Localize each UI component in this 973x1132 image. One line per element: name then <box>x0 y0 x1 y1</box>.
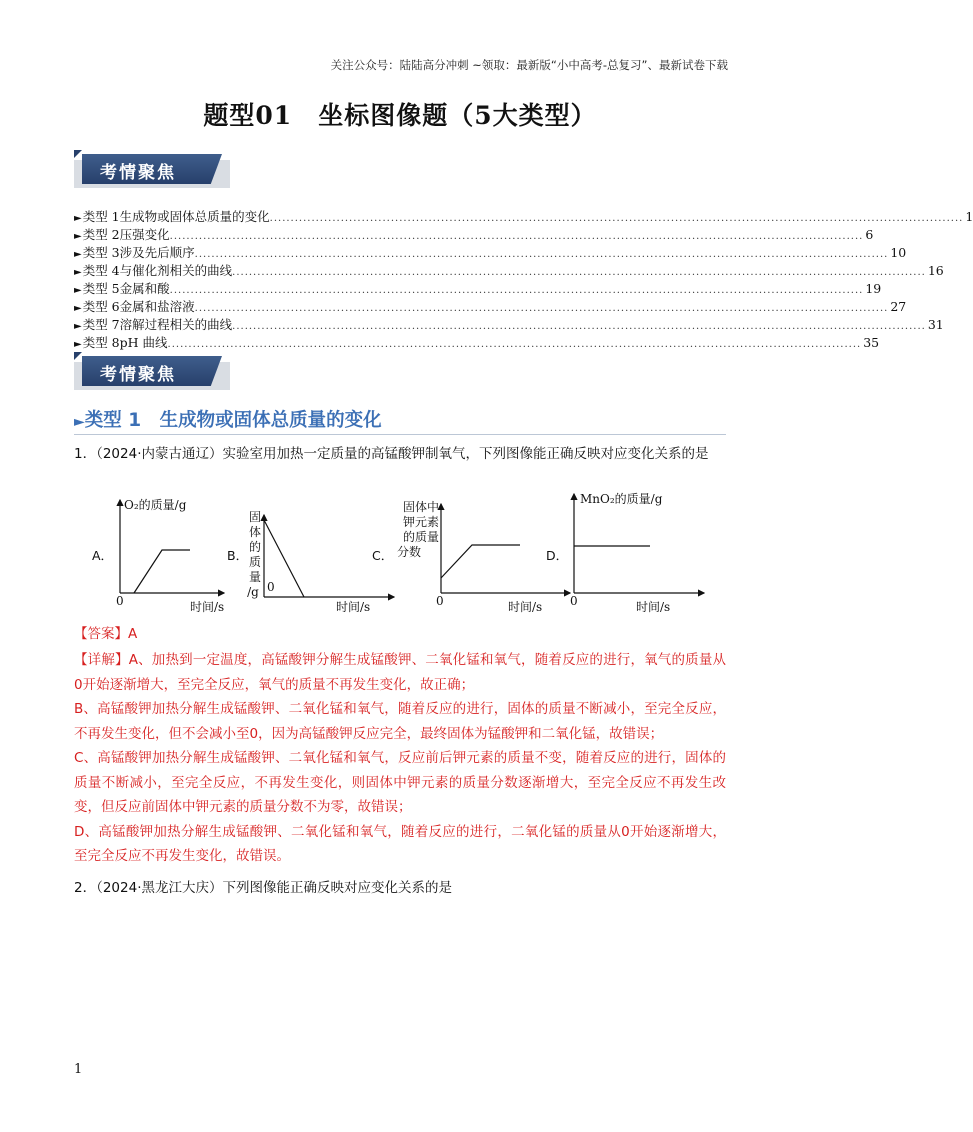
toc-page: 16 <box>927 263 944 278</box>
toc-page: 10 <box>890 245 907 260</box>
graph-d-ylabel: MnO₂的质量/g <box>580 492 663 506</box>
graph-b-ylabel-char: 的 <box>248 540 261 554</box>
graph-c-xlabel: 时间/s <box>508 600 543 614</box>
explanation-paragraph: 【详解】A、加热到一定温度，高锰酸钾分解生成锰酸钾、二氧化锰和氧气，随着反应的进行，氧气的质量从0开始逐渐增大，至完全反应，氧气的质量不再发生变化，故正确； <box>74 652 726 693</box>
graph-c-ylabel-line: 固体中 <box>402 500 439 514</box>
toc-leader: ...................................................................................................................................................................... <box>169 285 864 296</box>
banner-text: 考情聚焦 <box>100 365 176 385</box>
toc-page: 1 <box>965 209 973 224</box>
section-divider <box>74 434 726 435</box>
toc-item[interactable] <box>74 280 882 298</box>
header-note: 关注公众号：陆陆高分冲刺 ~领取：最新版“小中高考-总复习”、最新试卷下载 <box>330 58 728 72</box>
answer-graphs <box>74 490 726 620</box>
toc-leader: ...................................................................................................................................................................... <box>269 213 964 224</box>
toc-type-title: 涉及先后顺序 <box>119 245 195 260</box>
toc-type-number: 类型 7 <box>82 317 120 332</box>
toc-page: 19 <box>865 281 882 296</box>
toc-item[interactable] <box>74 262 944 280</box>
toc-item[interactable] <box>74 244 907 262</box>
banner-exam-focus <box>74 150 230 194</box>
option-a-label[interactable]: A． <box>92 548 114 563</box>
triangle-icon: ► <box>74 321 82 332</box>
triangle-icon: ► <box>74 249 82 260</box>
banner-exam-focus-2 <box>74 352 230 396</box>
toc-item[interactable] <box>74 298 907 316</box>
graph-b-origin: 0 <box>267 580 275 594</box>
graph-b-ylabel-char: 量 <box>248 570 261 584</box>
toc-type-title: 溶解过程相关的曲线 <box>119 317 233 332</box>
triangle-icon: ► <box>74 267 82 278</box>
question-2: 2．（2024·黑龙江大庆）下列图像能正确反映对应变化关系的是 <box>74 880 452 896</box>
triangle-icon: ► <box>74 414 85 430</box>
toc-type-title: 金属和盐溶液 <box>119 299 195 314</box>
triangle-icon: ► <box>74 213 82 224</box>
toc-leader: ...................................................................................................................................................................... <box>169 231 864 242</box>
toc-type-number: 类型 4 <box>82 263 120 278</box>
explanation-paragraph: B、高锰酸钾加热分解生成锰酸钾、二氧化锰和氧气，随着反应的进行，固体的质量不断减小，至完全反应，不再发生变化，但不会减小至0，因为高锰酸钾反应完全，最终固体为锰酸钾和二氧化锰，故错误； <box>74 701 726 742</box>
graph-d-xlabel: 时间/s <box>636 600 671 614</box>
toc-item[interactable] <box>74 208 973 226</box>
graph-c-ylabel-line: 的质量 <box>402 530 439 544</box>
graph-b-ylabel <box>248 510 262 600</box>
toc-item[interactable] <box>74 316 944 334</box>
graph-b-ylabel-char: 体 <box>248 525 261 539</box>
triangle-icon: ► <box>74 303 82 314</box>
toc-type-number: 类型 8 <box>82 335 120 350</box>
table-of-contents <box>74 208 973 352</box>
triangle-icon: ► <box>74 231 82 242</box>
graph-c-origin: 0 <box>436 594 444 608</box>
triangle-icon: ► <box>74 285 82 296</box>
toc-type-title: pH 曲线 <box>119 335 168 350</box>
toc-leader: ...................................................................................................................................................................... <box>232 267 926 278</box>
toc-type-title: 生成物或固体总质量的变化 <box>119 209 270 224</box>
banner-corner <box>74 150 82 158</box>
graph-b-xlabel: 时间/s <box>336 600 371 614</box>
triangle-icon: ► <box>74 339 82 350</box>
graph-c-ylabel-line: 钾元素 <box>402 515 439 529</box>
graph-c-curve <box>441 545 520 578</box>
option-d-label[interactable]: D． <box>546 548 569 563</box>
toc-page: 27 <box>890 299 907 314</box>
graph-a-ylabel: O₂的质量/g <box>124 498 187 512</box>
toc-item[interactable] <box>74 334 880 352</box>
explanation-paragraph: D、高锰酸钾加热分解生成锰酸钾、二氧化锰和氧气，随着反应的进行，二氧化锰的质量从0开始逐渐增大，至完全反应不再发生变化，故错误。 <box>74 823 726 864</box>
page-title: 题型01 坐标图像题（5大类型） <box>203 101 597 130</box>
option-b-label[interactable]: B． <box>227 548 249 563</box>
toc-type-number: 类型 6 <box>82 299 120 314</box>
toc-item[interactable] <box>74 226 874 244</box>
section-heading-text: 类型 1 生成物或固体总质量的变化 <box>84 410 382 431</box>
toc-leader: ...................................................................................................................................................................... <box>232 321 926 332</box>
toc-type-title: 金属和酸 <box>119 281 170 296</box>
toc-type-title: 与催化剂相关的曲线 <box>119 263 233 278</box>
toc-type-number: 类型 2 <box>82 227 120 242</box>
toc-page: 31 <box>927 317 944 332</box>
section-heading <box>74 406 382 432</box>
answer-line: 【答案】A <box>74 626 138 642</box>
question-1: 1．（2024·内蒙古通辽）实验室用加热一定质量的高锰酸钾制氧气，下列图像能正确反映对应变化关系的是 <box>74 446 709 462</box>
toc-type-title: 压强变化 <box>119 227 170 242</box>
explanation-paragraph: C、高锰酸钾加热分解生成锰酸钾、二氧化锰和氧气，反应前后钾元素的质量不变，随着反应的进行，固体的质量不断减小，至完全反应，不再发生变化，则固体中钾元素的质量分数逐渐增大，至完全反应不再发生改变，但反应前固体中钾元素的质量分数不为零，故错误； <box>74 750 726 815</box>
graph-a-curve <box>134 550 190 593</box>
toc-type-number: 类型 1 <box>82 209 120 224</box>
explanation <box>74 648 726 869</box>
toc-leader: ...................................................................................................................................................................... <box>194 303 889 314</box>
graph-b-ylabel-char: /g <box>247 585 259 599</box>
graph-a-xlabel: 时间/s <box>190 600 225 614</box>
toc-type-number: 类型 3 <box>82 245 120 260</box>
toc-type-number: 类型 5 <box>82 281 120 296</box>
toc-leader: ...................................................................................................................................................................... <box>194 249 889 260</box>
banner-corner <box>74 352 82 360</box>
graph-d-origin: 0 <box>570 594 578 608</box>
toc-page: 6 <box>865 227 874 242</box>
graph-c-ylabel-line: 分数 <box>397 545 422 559</box>
graph-c-ylabel <box>391 500 451 560</box>
toc-leader: ...................................................................................................................................................................... <box>167 339 862 350</box>
graph-a-origin: 0 <box>116 594 124 608</box>
toc-page: 35 <box>863 335 880 350</box>
graph-b-ylabel-char: 固 <box>248 510 261 524</box>
graph-b-ylabel-char: 质 <box>248 555 261 569</box>
page-number: 1 <box>74 1062 83 1077</box>
option-c-label[interactable]: C． <box>372 548 394 563</box>
banner-text: 考情聚焦 <box>100 163 176 183</box>
